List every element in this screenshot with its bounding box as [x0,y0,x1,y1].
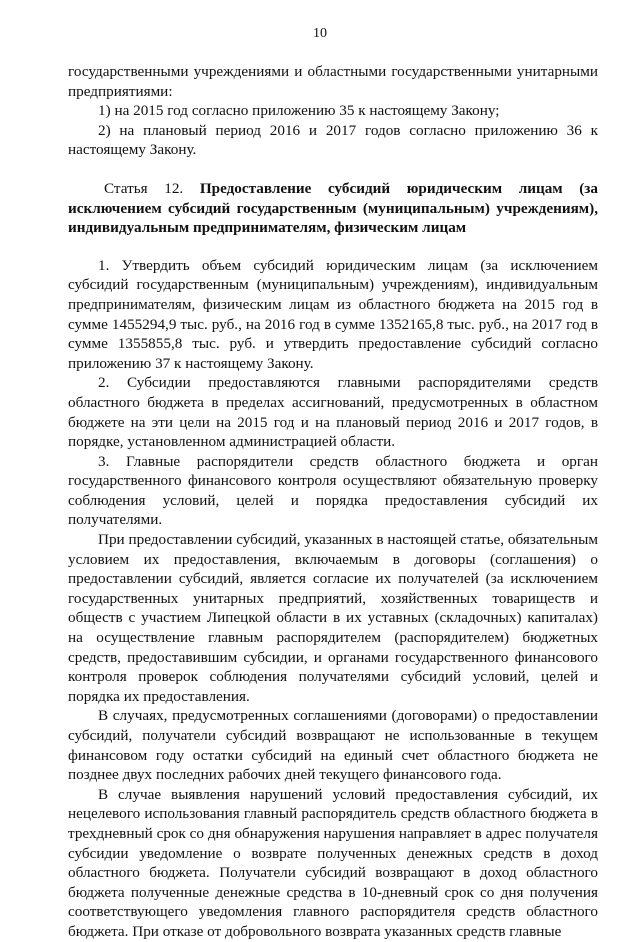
intro-paragraph: государственными учреждениями и областными государственными унитарными предприятиями: [68,63,598,100]
article-heading [68,179,598,238]
paragraph: В случаях, предусмотренных соглашениями (договорами) о предоставлении субсидий, получатели субсидий возвращают не использованные в текущем финансовом году остатки субсидий на единый счет областного бюджета не позднее двух последних рабочих дней текущего финансового года. [68,707,598,784]
paragraph: В случае выявления нарушений условий предоставления субсидий, их нецелевого использования главный распорядитель средств областного бюджета в трехдневный срок со дня обнаружения нарушения направляет в адрес получателя субсидии уведомление о возврате полученных денежных средств в доход областного бюджета. Получатели субсидий возвращают в доход областного бюджета полученные денежные средства в 10-дневный срок со дня получения соответствующего уведомления главного распорядителя средств областного бюджета. При отказе от добровольного возврата указанных средств главные [68,785,598,940]
page-number: 10 [313,26,327,41]
paragraph: 3. Главные распорядители средств областного бюджета и орган государственного финансового контроля осуществляют обязательную проверку соблюдения условий, целей и порядка предоставления субсидий их получателями. [68,452,598,529]
list-item: 2) на плановый период 2016 и 2017 годов согласно приложению 36 к настоящему Закону. [68,121,598,159]
document-body [68,62,598,942]
paragraph: 2. Субсидии предоставляются главными распорядителями средств областного бюджета в пределах ассигнований, предусмотренных в областном бюджете на эти цели на 2015 год и на плановый период 2016 и 2017 годов, в порядке, установленном администрацией области. [68,374,598,451]
article-label: Статья 12. [104,179,184,197]
list-item: 1) на 2015 год согласно приложению 35 к настоящему Закону; [98,102,500,120]
article-title: Предоставление субсидий юридическим лицам (за исключением субсидий государственным (муниципальным) учреждениям), индивидуальным предпринимателям, физическим лицам [68,179,598,237]
paragraph: При предоставлении субсидий, указанных в настоящей статье, обязательным условием их предоставления, включаемым в договоры (соглашения) о предоставлении субсидий, является согласие их получателей (за исключением государственных унитарных предприятий, хозяйственных товариществ и обществ с участием Липецкой области в их уставных (складочных) капиталах) на осуществление главным распорядителем (распорядителем) бюджетных средств, предоставившим субсидии, и органами государственного финансового контроля проверок соблюдения получателями субсидий условий, целей и порядка их предоставления. [68,531,598,705]
paragraph: 1. Утвердить объем субсидий юридическим лицам (за исключением субсидий государственным (муниципальным) учреждениям), индивидуальным предпринимателям, физическим лицам из областного бюджета на 2015 год в сумме 1455294,9 тыс. руб., на 2016 год в сумме 1352165,8 тыс. руб., на 2017 год в сумме 1355855,8 тыс. руб. и утвердить предоставление субсидий согласно приложению 37 к настоящему Закону. [68,256,598,372]
